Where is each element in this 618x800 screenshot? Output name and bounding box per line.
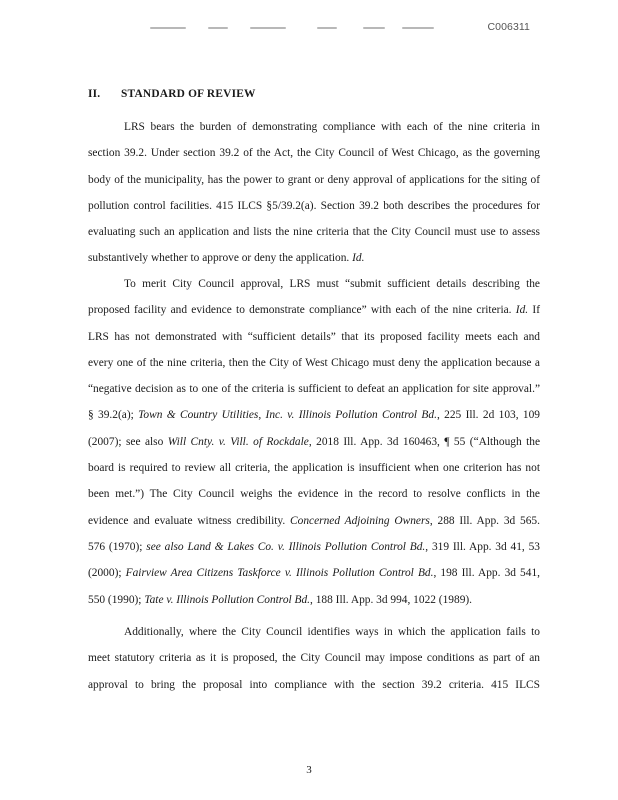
text-segment: § 39.2(a);: [88, 409, 139, 422]
text-line: every one of the nine criteria, then the City of West Chicago must deny the application because a: [88, 356, 540, 369]
citation-id: Id.: [515, 304, 529, 317]
text-line: To merit City Council approval, LRS must “submit sufficient details describing the: [124, 278, 540, 290]
header-mark: [317, 27, 337, 29]
text-segment: , 198 Ill. App. 3d 541,: [433, 567, 540, 580]
text-segment: , 2018 Ill. App. 3d 160463, ¶ 55 (“Although the: [308, 435, 541, 448]
text-line: body of the municipality, has the power to grant or deny approval of applications for the siting of: [88, 173, 540, 186]
text-segment: , 288 Ill. App. 3d 565.: [429, 514, 540, 527]
case-name: Fairview Area Citizens Taskforce v. Illinois Pollution Control Bd.: [125, 567, 434, 580]
text-segment: (2007); see also: [88, 435, 168, 448]
page-number: 3: [306, 764, 312, 776]
text-line: Additionally, where the City Council identifies ways in which the application fails to: [124, 626, 540, 638]
text-segment: proposed facility and evidence to demonstrate compliance” with each of the nine criteria.: [88, 304, 516, 317]
section-heading: [88, 88, 256, 100]
text-line: LRS bears the burden of demonstrating compliance with each of the nine criteria in: [124, 121, 540, 133]
text-line: [88, 429, 540, 455]
text-line: been met.”) The City Council weighs the evidence in the record to resolve conflicts in the: [88, 488, 540, 501]
text-segment: , 319 Ill. App. 3d 41, 53: [425, 540, 540, 553]
case-name: Concerned Adjoining Owners: [290, 514, 430, 527]
text-line: [88, 534, 540, 560]
header-mark: [150, 27, 186, 29]
header-mark: [208, 27, 228, 29]
text-segment: If: [528, 304, 540, 317]
text-segment: 576 (1970);: [88, 540, 147, 553]
paragraph-1: [88, 114, 540, 272]
header-mark: [363, 27, 385, 29]
paragraph-3: [88, 619, 540, 698]
text-line: “negative decision as to one of the criteria is sufficient to defeat an application for site approval.”: [88, 383, 540, 396]
text-line: approval to bring the proposal into compliance with the section 39.2 criteria. 415 ILCS: [88, 678, 540, 691]
text-segment: evidence and evaluate witness credibility.: [88, 514, 291, 527]
case-name: Town & Country Utilities, Inc. v. Illinois Pollution Control Bd.: [138, 409, 437, 422]
text-line: board is required to review all criteria, the application is insufficient when one criterion has not: [88, 462, 540, 475]
text-line: [88, 402, 540, 428]
text-line: meet statutory criteria as it is proposed, the City Council may impose conditions as part of an: [88, 652, 540, 665]
case-name: Tate v. Illinois Pollution Control Bd.: [144, 593, 311, 606]
text-segment: , 188 Ill. App. 3d 994, 1022 (1989).: [310, 593, 473, 606]
text-line: evaluating such an application and lists the nine criteria that the City Council must use to assess: [88, 226, 540, 239]
bates-number: C006311: [487, 21, 530, 33]
case-name: see also Land & Lakes Co. v. Illinois Pollution Control Bd.: [146, 540, 426, 553]
text-line: [88, 245, 540, 271]
text-line: LRS has not demonstrated with “sufficient details” that its proposed facility meets each and: [88, 330, 540, 343]
section-title: STANDARD OF REVIEW: [121, 88, 256, 100]
text-line: section 39.2. Under section 39.2 of the Act, the City Council of West Chicago, as the governing: [88, 147, 540, 160]
text-segment: substantively whether to approve or deny the application.: [88, 252, 353, 265]
header-mark: [402, 27, 434, 29]
case-name: Will Cnty. v. Vill. of Rockdale: [167, 435, 309, 448]
text-line: [88, 560, 540, 586]
citation-id: Id.: [352, 252, 365, 265]
text-line: [88, 297, 540, 323]
text-line: [88, 508, 540, 534]
text-segment: , 225 Ill. 2d 103, 109: [436, 409, 540, 422]
text-line: pollution control facilities. 415 ILCS §5/39.2(a). Section 39.2 both describes the procedures for: [88, 199, 540, 212]
header-mark: [250, 27, 286, 29]
section-number: II.: [88, 88, 101, 100]
text-line: [88, 587, 540, 613]
paragraph-2: [88, 271, 540, 613]
text-segment: 550 (1990);: [88, 593, 145, 606]
text-segment: (2000);: [88, 567, 126, 580]
